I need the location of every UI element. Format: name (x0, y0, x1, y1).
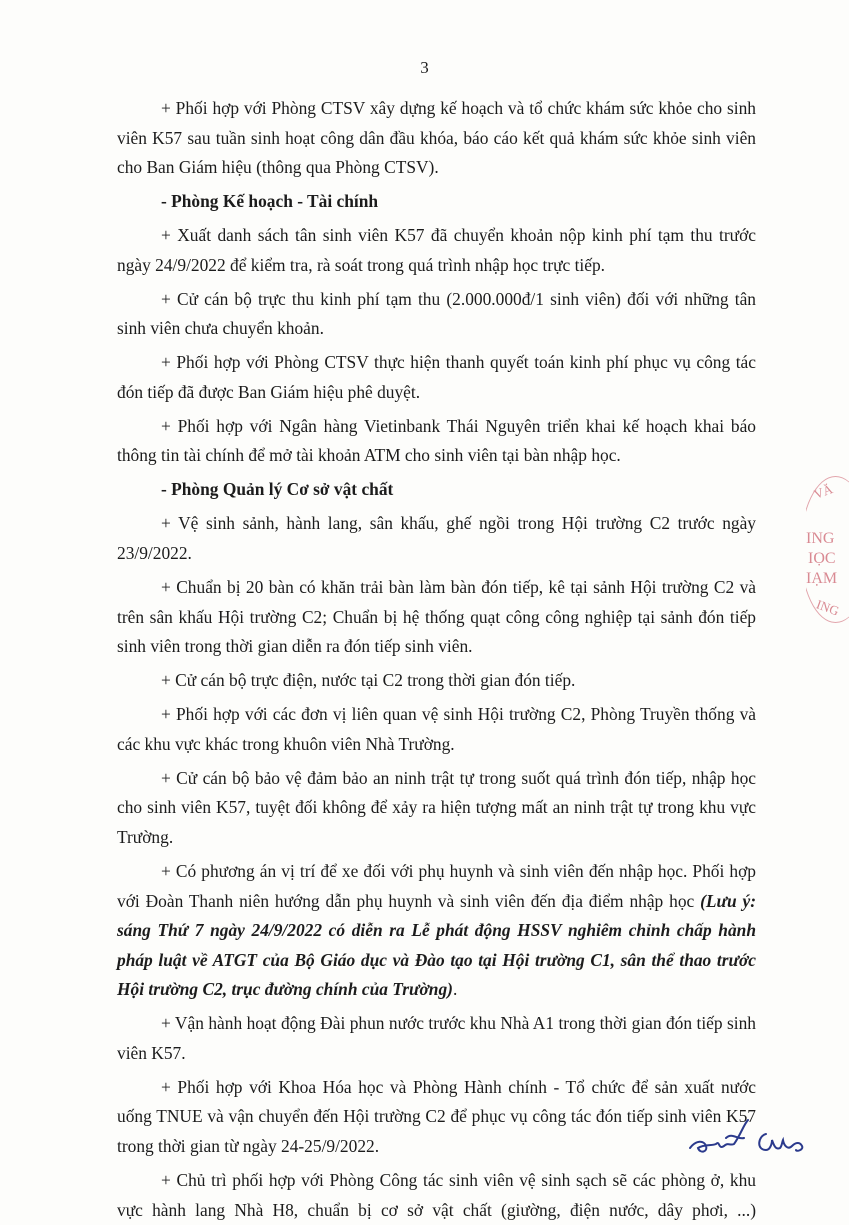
seal-text: IẠM (806, 570, 838, 587)
paragraph: + Phối hợp với Phòng CTSV thực hiện thanh quyết toán kinh phí phục vụ công tác đón tiếp đã được Ban Giám hiệu phê duyệt. (117, 352, 756, 402)
paragraph: + Chủ trì phối hợp với Phòng Công tác sinh viên vệ sinh sạch sẽ các phòng ở, khu vực hành lang Nhà H8, chuẩn bị cơ sở vật chất (giường, điện nước, dây phơi, ...) (117, 1170, 756, 1220)
seal-text: IỌC (808, 550, 836, 567)
paragraph: + Cử cán bộ trực điện, nước tại C2 trong thời gian đón tiếp. (161, 670, 576, 691)
paragraph: + Cử cán bộ bảo vệ đảm bảo an ninh trật tự trong suốt quá trình đón tiếp, nhập học cho sinh viên K57, tuyệt đối không để xảy ra hiện tượng mất an ninh trật tự trong khu vực Trường. (117, 767, 756, 847)
note-text: (Lưu ý: sáng Thứ 7 ngày 24/9/2022 có diễn ra Lễ phát động HSSV nghiêm chỉnh chấp hành pháp luật về ATGT của Bộ Giáo dục và Đào tạo tại Hội trường C1, sân thể thao trước Hội trường C2, trục đường chính của Trường) (117, 890, 756, 1000)
paragraph-tail: . (452, 979, 458, 1000)
paragraph: + Phối hợp với Ngân hàng Vietinbank Thái Nguyên triển khai kế hoạch khai báo thông tin tài chính để mở tài khoản ATM cho sinh viên tại bàn nhập học. (117, 415, 756, 466)
paragraph: + Vệ sinh sảnh, hành lang, sân khấu, ghế ngồi trong Hội trường C2 trước ngày 23/9/2022. (117, 513, 756, 564)
section-heading-facilities: - Phòng Quản lý Cơ sở vật chất (161, 479, 394, 500)
paragraph: + Phối hợp với Phòng CTSV xây dựng kế hoạch và tổ chức khám sức khỏe cho sinh viên K57 sau tuần sinh hoạt công dân đầu khóa, báo cáo kết quả khám sức khỏe sinh viên cho Ban Giám hiệu (thông qua Phòng CTSV). (117, 98, 756, 178)
paragraph: + Phối hợp với các đơn vị liên quan vệ sinh Hội trường C2, Phòng Truyền thống và các khu vực khác trong khuôn viên Nhà Trường. (117, 704, 756, 754)
section-heading-finance: - Phòng Kế hoạch - Tài chính (161, 191, 379, 212)
paragraph: + Phối hợp với Khoa Hóa học và Phòng Hành chính - Tổ chức để sản xuất nước uống TNUE và vận chuyển đến Hội trường C2 để phục vụ công tác đón tiếp sinh viên K57 trong thời gian từ ngày 24-25/9/2022. (117, 1076, 756, 1157)
seal-text: ING (806, 530, 835, 547)
paragraph: + Vận hành hoạt động Đài phun nước trước khu Nhà A1 trong thời gian đón tiếp sinh viên K57. (117, 1013, 756, 1063)
paragraph: + Xuất danh sách tân sinh viên K57 đã chuyển khoản nộp kinh phí tạm thu trước ngày 24/9/2022 để kiểm tra, rà soát trong quá trình nhập học trực tiếp. (117, 225, 756, 275)
paragraph: + Chuẩn bị 20 bàn có khăn trải bàn làm bàn đón tiếp, kê tại sảnh Hội trường C2 và trên sân khấu Hội trường C2; Chuẩn bị hệ thống quạt công công nghiệp tại sảnh đón tiếp sinh viên trong thời gian diễn ra đón tiếp sinh viên. (117, 577, 756, 657)
official-seal-fragment (806, 472, 849, 632)
page-number: 3 (420, 58, 429, 77)
document-body (117, 94, 756, 1225)
handwritten-initials (682, 1110, 822, 1160)
paragraph-text: + Có phương án vị trí để xe đối với phụ huynh và sinh viên đến nhập học. Phối hợp với Đoàn Thanh niên hướng dẫn phụ huynh và sinh viên đến địa điểm nhập học (117, 860, 756, 911)
seal-text: VĂ (811, 481, 835, 502)
paragraph-with-note (117, 857, 756, 1005)
paragraph: + Cử cán bộ trực thu kinh phí tạm thu (2.000.000đ/1 sinh viên) đối với những tân sinh viên chưa chuyển khoản. (117, 288, 756, 339)
seal-text: ING (814, 596, 842, 619)
